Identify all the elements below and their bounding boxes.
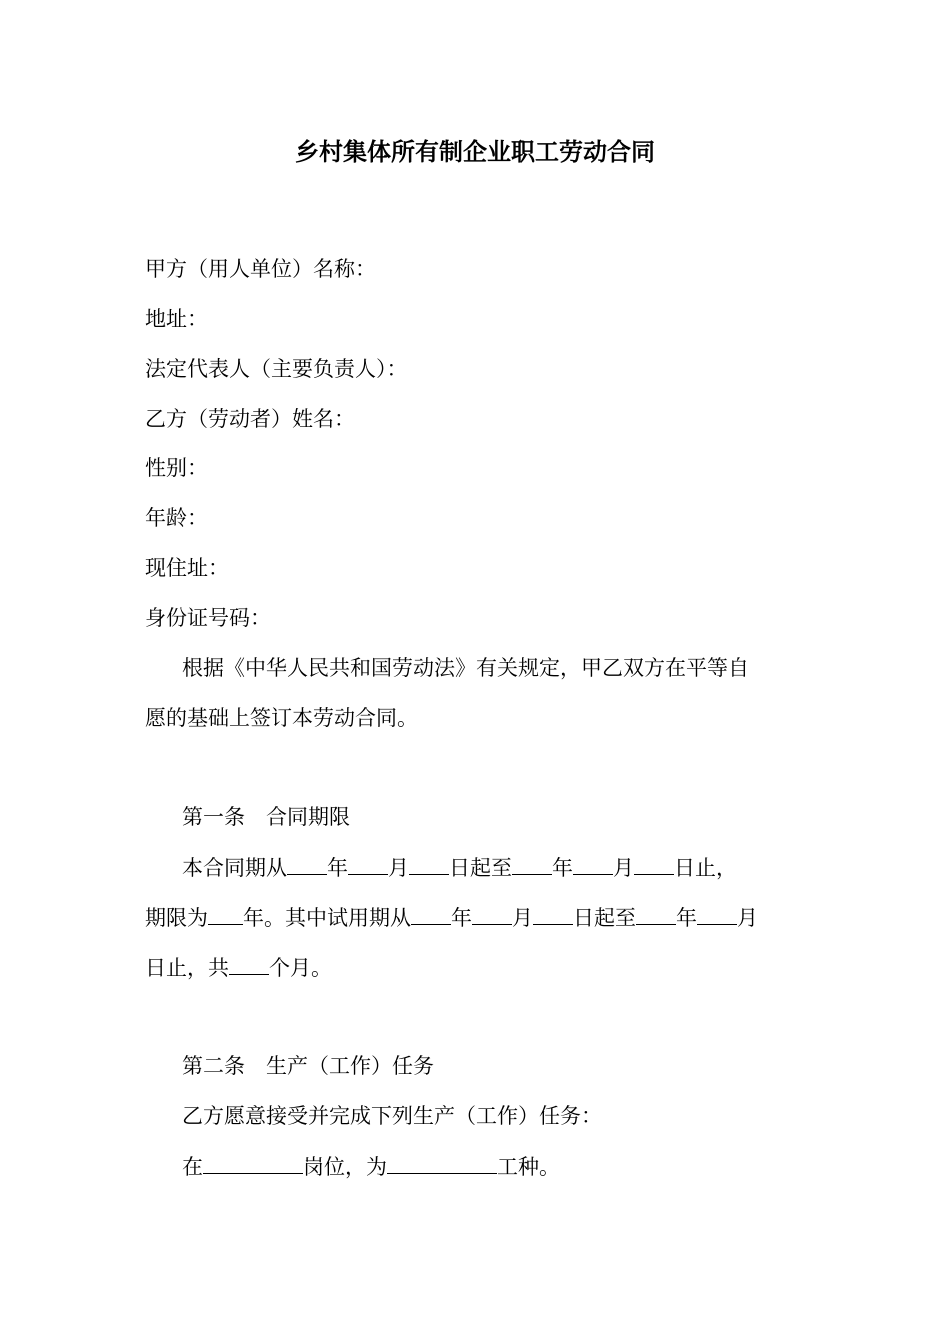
preamble-line-2: 愿的基础上签订本劳动合同。 bbox=[145, 706, 418, 730]
blank-line bbox=[636, 902, 676, 925]
text-segment: 岗位，为 bbox=[303, 1155, 387, 1179]
blank-line bbox=[287, 852, 327, 875]
blank-line bbox=[512, 852, 552, 875]
article-1-line-1 bbox=[182, 852, 847, 883]
blank-line bbox=[387, 1151, 497, 1174]
text-segment: 月 bbox=[388, 856, 409, 880]
blank-line bbox=[208, 902, 243, 925]
blank-line bbox=[634, 852, 674, 875]
blank-line bbox=[348, 852, 388, 875]
text-segment: 年 bbox=[327, 856, 348, 880]
text-segment: 日起至 bbox=[449, 856, 512, 880]
blank-line bbox=[533, 902, 573, 925]
document-title: 乡村集体所有制企业职工劳动合同 bbox=[295, 137, 655, 166]
text-segment: 个月。 bbox=[269, 956, 332, 980]
article-1-line-3 bbox=[145, 952, 810, 983]
text-segment: 年 bbox=[552, 856, 573, 880]
article-2-heading: 第二条 生产（工作）任务 bbox=[182, 1054, 434, 1078]
gender-field: 性别： bbox=[145, 456, 208, 480]
party-a-name-field: 甲方（用人单位）名称： bbox=[145, 257, 376, 281]
article-2-line-1: 乙方愿意接受并完成下列生产（工作）任务： bbox=[182, 1104, 602, 1128]
text-segment: 日起至 bbox=[573, 906, 636, 930]
blank-line bbox=[203, 1151, 303, 1174]
text-segment: 年 bbox=[451, 906, 472, 930]
blank-line bbox=[472, 902, 512, 925]
preamble-line-1: 根据《中华人民共和国劳动法》有关规定，甲乙双方在平等自 bbox=[182, 656, 749, 680]
text-segment: 期限为 bbox=[145, 906, 208, 930]
blank-line bbox=[409, 852, 449, 875]
text-segment: 年。其中试用期从 bbox=[243, 906, 411, 930]
current-address-field: 现住址： bbox=[145, 556, 229, 580]
id-number-field: 身份证号码： bbox=[145, 606, 271, 630]
text-segment: 本合同期从 bbox=[182, 856, 287, 880]
party-b-name-field: 乙方（劳动者）姓名： bbox=[145, 407, 355, 431]
text-segment: 在 bbox=[182, 1155, 203, 1179]
text-segment: 年 bbox=[676, 906, 697, 930]
age-field: 年龄： bbox=[145, 506, 208, 530]
blank-line bbox=[229, 952, 269, 975]
text-segment: 工种。 bbox=[497, 1155, 560, 1179]
text-segment: 月 bbox=[737, 906, 758, 930]
address-field: 地址： bbox=[145, 307, 208, 331]
text-segment: 日止， bbox=[674, 856, 737, 880]
legal-rep-field: 法定代表人（主要负责人）： bbox=[145, 357, 408, 381]
text-segment: 月 bbox=[512, 906, 533, 930]
blank-line bbox=[411, 902, 451, 925]
text-segment: 月 bbox=[613, 856, 634, 880]
text-segment: 日止，共 bbox=[145, 956, 229, 980]
article-1-heading: 第一条 合同期限 bbox=[182, 805, 350, 829]
blank-line bbox=[697, 902, 737, 925]
blank-line bbox=[573, 852, 613, 875]
article-1-line-2 bbox=[145, 902, 810, 933]
article-2-line-2 bbox=[182, 1151, 847, 1182]
